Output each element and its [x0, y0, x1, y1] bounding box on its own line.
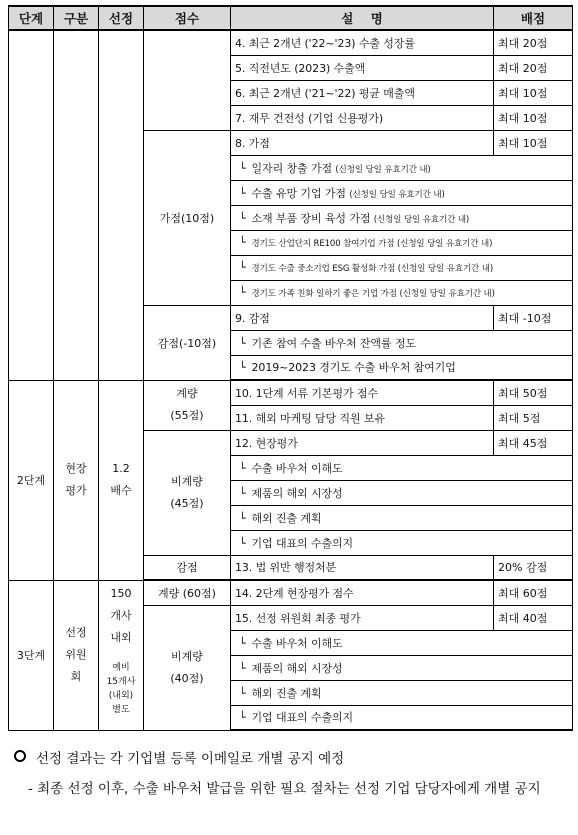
evaluation-table — [8, 5, 573, 731]
site-eval-sub-item: └ 기업 대표의 수출의지 — [231, 530, 573, 555]
stage2-label: 2단계 — [9, 380, 54, 580]
header-stage: 단계 — [9, 6, 54, 30]
stage3-nonquant-label: 비계량 (40점) — [144, 605, 231, 730]
stage2-category: 현장 평가 — [54, 380, 99, 580]
header-category: 구분 — [54, 6, 99, 30]
penalty-score: 최대 -10점 — [494, 305, 573, 330]
item-score: 최대 10점 — [494, 105, 573, 130]
bonus-sub-item: └ 경기도 산업단지 RE100 참여기업 가점 (신청일 당일 유효기간 내) — [231, 230, 573, 255]
bonus-title: 8. 가점 — [231, 130, 494, 155]
site-eval-sub-item: └ 해외 진출 계획 — [231, 505, 573, 530]
final-eval-sub-item: └ 제품의 해외 시장성 — [231, 655, 573, 680]
table-row — [9, 580, 573, 605]
header-description: 설 명 — [231, 6, 494, 30]
stage2-penalty-label: 감점 — [144, 555, 231, 580]
stage1-selection-cell — [99, 30, 144, 380]
item-desc: 11. 해외 마케팅 담당 직원 보유 — [231, 405, 494, 430]
stage3-selection: 150 개사 내외 예비 15개사 (내외) 별도 — [99, 580, 144, 730]
stage3-category: 선정 위원 회 — [54, 580, 99, 730]
bonus-sub-item: └ 경기도 수출 중소기업 ESG 활성화 가점 (신청일 당일 유효기간 내) — [231, 255, 573, 280]
footer-sub-note: - 최종 선정 이후, 수출 바우처 발급을 위한 필요 절차는 선정 기업 담당자에게 개별 공지 — [28, 781, 541, 797]
final-eval-sub-item: └ 수출 바우처 이해도 — [231, 630, 573, 655]
header-selection: 선정 — [99, 6, 144, 30]
penalty-sub-item: └ 기존 참여 수출 바우처 잔액률 정도 — [231, 330, 573, 355]
stage2-nonquant-label: 비계량 (45점) — [144, 430, 231, 555]
item-score: 최대 5점 — [494, 405, 573, 430]
item-desc: 5. 직전년도 (2023) 수출액 — [231, 55, 494, 80]
circle-bullet-icon — [14, 750, 26, 762]
footer-bullet-text: 선정 결과는 각 기업별 등록 이메일로 개별 공지 예정 — [36, 751, 345, 767]
header-points: 점수 — [144, 6, 231, 30]
item-desc: 10. 1단계 서류 기본평가 점수 — [231, 380, 494, 405]
header-allocation: 배점 — [494, 6, 573, 30]
item-desc: 7. 재무 건전성 (기업 신용평가) — [231, 105, 494, 130]
penalty-sub-item: └ 2019~2023 경기도 수출 바우처 참여기업 — [231, 355, 573, 380]
item-desc: 4. 최근 2개년 ('22~'23) 수출 성장률 — [231, 30, 494, 55]
stage1-category-cell — [54, 30, 99, 380]
stage3-quant-label: 계량 (60점) — [144, 580, 231, 605]
footer-bullet — [14, 747, 344, 767]
table-row — [9, 380, 573, 405]
penalty-label: 감점(-10점) — [144, 305, 231, 380]
stage2-selection: 1.2 배수 — [99, 380, 144, 580]
stage3-quant-score: 최대 60점 — [494, 580, 573, 605]
item-score: 최대 20점 — [494, 55, 573, 80]
stage2-penalty-score: 20% 감점 — [494, 555, 573, 580]
final-eval-sub-item: └ 기업 대표의 수출의지 — [231, 705, 573, 730]
stage3-quant-desc: 14. 2단계 현장평가 점수 — [231, 580, 494, 605]
site-eval-sub-item: └ 제품의 해외 시장성 — [231, 480, 573, 505]
stage1-stage-cell — [9, 30, 54, 380]
stage1-general-points-cell — [144, 30, 231, 130]
bonus-label: 가점(10점) — [144, 130, 231, 305]
header-row — [9, 6, 573, 30]
site-eval-title: 12. 현장평가 — [231, 430, 494, 455]
final-eval-title: 15. 선정 위원회 최종 평가 — [231, 605, 494, 630]
bonus-score: 최대 10점 — [494, 130, 573, 155]
site-eval-sub-item: └ 수출 바우처 이해도 — [231, 455, 573, 480]
bonus-sub-item: └ 수출 유망 기업 가점 (신청일 당일 유효기간 내) — [231, 180, 573, 205]
stage2-penalty-desc: 13. 법 위반 행정처분 — [231, 555, 494, 580]
item-score: 최대 50점 — [494, 380, 573, 405]
final-eval-score: 최대 40점 — [494, 605, 573, 630]
final-eval-sub-item: └ 해외 진출 계획 — [231, 680, 573, 705]
penalty-title: 9. 감점 — [231, 305, 494, 330]
bonus-sub-item: └ 경기도 가족 친화 일하기 좋은 기업 가점 (신청일 당일 유효기간 내) — [231, 280, 573, 305]
stage2-quant-label: 계량 (55점) — [144, 380, 231, 430]
bonus-sub-item: └ 소재 부품 장비 육성 가점 (신청일 당일 유효기간 내) — [231, 205, 573, 230]
item-score: 최대 20점 — [494, 30, 573, 55]
item-score: 최대 10점 — [494, 80, 573, 105]
item-desc: 6. 최근 2개년 ('21~'22) 평균 매출액 — [231, 80, 494, 105]
bonus-sub-item: └ 일자리 창출 가점 (신청일 당일 유효기간 내) — [231, 155, 573, 180]
stage3-label: 3단계 — [9, 580, 54, 730]
site-eval-score: 최대 45점 — [494, 430, 573, 455]
table-row — [9, 30, 573, 55]
